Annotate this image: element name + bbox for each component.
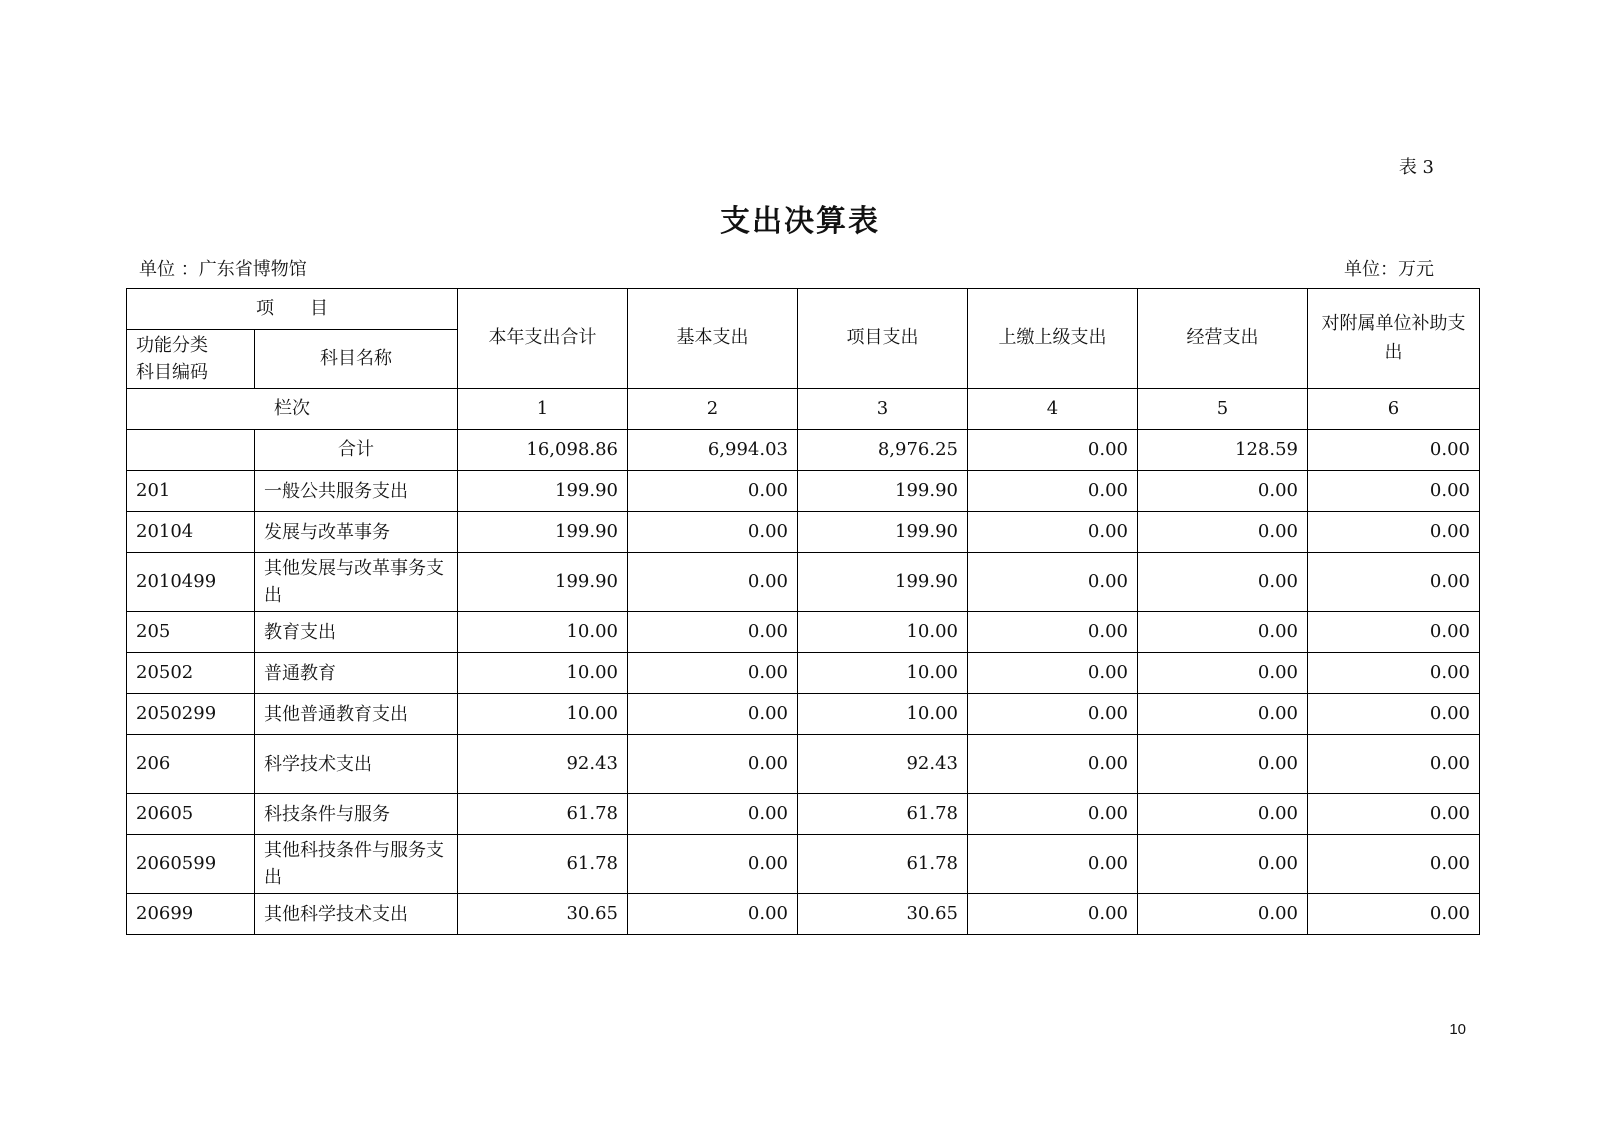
row-code: 20605	[127, 794, 255, 835]
row-value: 0.00	[1138, 653, 1308, 694]
row-value: 0.00	[968, 653, 1138, 694]
row-name: 教育支出	[255, 612, 458, 653]
row-code: 2060599	[127, 835, 255, 894]
table-row	[127, 794, 1480, 835]
row-value: 10.00	[458, 653, 628, 694]
column-index-1: 1	[458, 389, 628, 430]
header-name: 科目名称	[255, 330, 458, 389]
row-code: 20502	[127, 653, 255, 694]
row-code: 201	[127, 471, 255, 512]
row-value: 0.00	[1138, 694, 1308, 735]
row-value: 0.00	[1308, 512, 1480, 553]
row-value: 0.00	[628, 553, 798, 612]
total-code	[127, 430, 255, 471]
row-value: 0.00	[968, 612, 1138, 653]
row-value: 92.43	[798, 735, 968, 794]
column-index-4: 4	[968, 389, 1138, 430]
row-value: 199.90	[798, 553, 968, 612]
row-value: 0.00	[1138, 612, 1308, 653]
total-value: 128.59	[1138, 430, 1308, 471]
header-col-5: 经营支出	[1138, 289, 1308, 389]
total-value: 6,994.03	[628, 430, 798, 471]
total-label: 合计	[255, 430, 458, 471]
table-row	[127, 694, 1480, 735]
header-col-2: 基本支出	[628, 289, 798, 389]
row-name: 一般公共服务支出	[255, 471, 458, 512]
column-index-2: 2	[628, 389, 798, 430]
row-value: 0.00	[1308, 471, 1480, 512]
row-name: 其他科学技术支出	[255, 894, 458, 935]
row-name: 发展与改革事务	[255, 512, 458, 553]
row-name: 普通教育	[255, 653, 458, 694]
row-name: 其他科技条件与服务支出	[255, 835, 458, 894]
row-value: 0.00	[1308, 794, 1480, 835]
row-value: 199.90	[458, 471, 628, 512]
row-value: 0.00	[1138, 894, 1308, 935]
table-row	[127, 512, 1480, 553]
row-value: 0.00	[1138, 512, 1308, 553]
row-code: 2050299	[127, 694, 255, 735]
row-value: 61.78	[798, 835, 968, 894]
row-value: 0.00	[1308, 553, 1480, 612]
table-row	[127, 835, 1480, 894]
row-value: 0.00	[968, 794, 1138, 835]
row-value: 0.00	[968, 512, 1138, 553]
row-value: 0.00	[1308, 612, 1480, 653]
total-value: 16,098.86	[458, 430, 628, 471]
row-value: 0.00	[1138, 553, 1308, 612]
row-value: 0.00	[628, 835, 798, 894]
unit-organization: 单位 ：广东省博物馆	[139, 259, 307, 280]
total-value: 0.00	[1308, 430, 1480, 471]
row-value: 0.00	[1308, 835, 1480, 894]
row-value: 0.00	[968, 471, 1138, 512]
row-code: 20104	[127, 512, 255, 553]
row-value: 0.00	[628, 735, 798, 794]
column-index-6: 6	[1308, 389, 1480, 430]
header-col-6: 对附属单位补助支出	[1308, 289, 1480, 389]
row-value: 0.00	[628, 894, 798, 935]
row-value: 61.78	[458, 794, 628, 835]
row-value: 0.00	[1138, 835, 1308, 894]
page-title: 支出决算表	[720, 204, 880, 239]
header-item: 项 目	[127, 289, 458, 330]
row-name: 科学技术支出	[255, 735, 458, 794]
row-value: 0.00	[1138, 471, 1308, 512]
row-value: 0.00	[628, 512, 798, 553]
row-value: 61.78	[798, 794, 968, 835]
row-value: 0.00	[1138, 794, 1308, 835]
row-value: 0.00	[628, 471, 798, 512]
column-index-label: 栏次	[127, 389, 458, 430]
row-value: 199.90	[458, 512, 628, 553]
row-value: 0.00	[1138, 735, 1308, 794]
row-value: 10.00	[798, 653, 968, 694]
row-value: 0.00	[1308, 894, 1480, 935]
row-value: 30.65	[798, 894, 968, 935]
row-value: 0.00	[1308, 735, 1480, 794]
row-value: 199.90	[458, 553, 628, 612]
header-col-3: 项目支出	[798, 289, 968, 389]
row-name: 其他发展与改革事务支出	[255, 553, 458, 612]
page-number: 10	[1449, 1021, 1466, 1038]
table-row	[127, 653, 1480, 694]
total-value: 0.00	[968, 430, 1138, 471]
row-code: 206	[127, 735, 255, 794]
row-code: 205	[127, 612, 255, 653]
column-index-5: 5	[1138, 389, 1308, 430]
row-value: 0.00	[968, 894, 1138, 935]
header-col-1: 本年支出合计	[458, 289, 628, 389]
header-col-4: 上缴上级支出	[968, 289, 1138, 389]
total-value: 8,976.25	[798, 430, 968, 471]
row-value: 0.00	[628, 612, 798, 653]
row-code: 20699	[127, 894, 255, 935]
row-value: 0.00	[628, 694, 798, 735]
row-value: 199.90	[798, 512, 968, 553]
header-code: 功能分类 科目编码	[127, 330, 255, 389]
row-value: 0.00	[968, 553, 1138, 612]
table-row	[127, 612, 1480, 653]
row-value: 92.43	[458, 735, 628, 794]
row-value: 0.00	[1308, 694, 1480, 735]
row-value: 10.00	[798, 612, 968, 653]
unit-currency: 单位：万元	[1344, 259, 1434, 280]
row-value: 0.00	[968, 735, 1138, 794]
row-name: 其他普通教育支出	[255, 694, 458, 735]
row-value: 0.00	[628, 794, 798, 835]
row-name: 科技条件与服务	[255, 794, 458, 835]
row-value: 0.00	[1308, 653, 1480, 694]
expenditure-table	[126, 288, 1480, 935]
row-value: 199.90	[798, 471, 968, 512]
table-row	[127, 894, 1480, 935]
row-value: 30.65	[458, 894, 628, 935]
column-index-3: 3	[798, 389, 968, 430]
row-value: 10.00	[458, 612, 628, 653]
table-row	[127, 553, 1480, 612]
row-value: 61.78	[458, 835, 628, 894]
row-code: 2010499	[127, 553, 255, 612]
row-value: 10.00	[798, 694, 968, 735]
row-value: 0.00	[628, 653, 798, 694]
row-value: 0.00	[968, 835, 1138, 894]
row-value: 0.00	[968, 694, 1138, 735]
table-number: 表 3	[1398, 157, 1434, 178]
table-row	[127, 471, 1480, 512]
total-row	[127, 430, 1480, 471]
table-row	[127, 735, 1480, 794]
row-value: 10.00	[458, 694, 628, 735]
